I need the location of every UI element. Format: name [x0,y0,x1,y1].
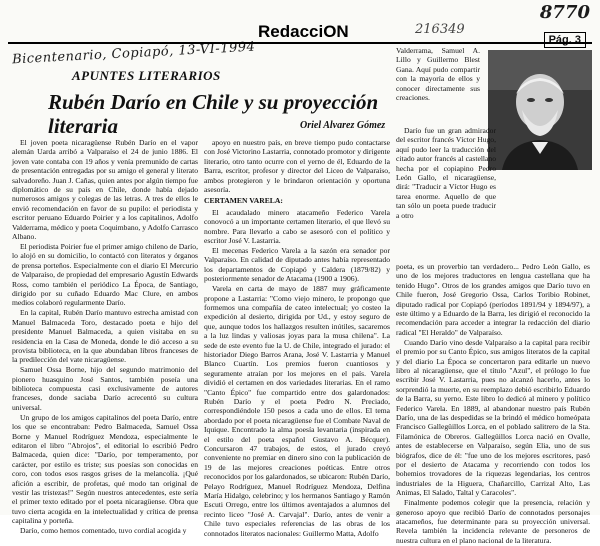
paragraph: Varela en carta de mayo de 1887 muy gráficamente propone a Lastarria: "Como viejo minero, le propongo que formemos una compañía de cateo intelectual; yo costeo la expedición al desierto, dirigida por Ud., y estoy seguro de que, aunque todos los hallazgos resulten inútiles, sacaremos a la luz lindas y valiosas joyas para la musa chilena". La sede de este evento fue la U. de Chile, integrado el jurado: el historiador Diego Barros Arana, José V. Lastarria y Manuel Blanco Cuartín. Los premios fueron cuantiosos y seguramente atraían por los mejores en el país. Varela dividió el certamen en dos variedades literarias. En el ramo "Canto Épico" fue compartido entre dos galardonados: Rubén Darío y el poeta Pedro N. Preciado, correspondiéndole 150 pesos a cada uno de ellos. El tema abordado por el poeta nicaragüense fue el Combate Naval de Iquique. Encontrado la alma poesía levantaria (inspirada en el estilo del poeta español Gustavo A. Bécquer). Concursaron 47 trabajos, de estos, el jurado creyó conveniente no premiar en dinero sino con la publicación de 19 de las mejores creaciones poéticas. Entre otros reconocidos por los galardonados, se ubicaron: Rubén Darío, Pelayo Rodríguez, Manuel Rodríguez Mendoza, Delfina María Hidalgo, celebrino; y los hermanos Santiago y Ramón Escuti Orrego, entre los últimos aventajados a alumnos del recinto liceo "José A. Carvajal". Darío, antes de venir a Chile tuvo especiales referencias de las obras de los connotados literatos nacionales: Guillermo Matta, Adolfo [204,284,390,538]
section-name: RedacciON [258,22,349,41]
article-column-1 [12,138,198,536]
article-kicker: APUNTES LITERARIOS [72,68,221,83]
subheading: CERTAMEN VARELA: [204,196,283,206]
paragraph: Cuando Darío vino desde Valparaíso a la capital para recibir el premio por su Canto Épico, sus amigos literatos de la capital y del diario La Época se concertaron para editarle un nuevo libro al nicaragüense, que el título "Azul", el prólogo lo fue escribir José V. Lastarria, pues no alcanzó hacerlo, antes lo sorprendió la muerte, en su reemplazo debió escribirlo Eduardo de la Barra, su yerno. Este libro lo dedicó al minero y político Federico Varela. En 1889, al abandonar nuestro país Rubén Darío, una de las despedidas se la brindó el médico homeópata Francisco Gallegüillos Lorca, en el poblado salitrero de la Sta. Filamónica de Obreros. Gallegüillos Lorca nació en Ovalle, antes de establecerse en Valparaíso, según Elia, uno de sus biógrafos, dice de él: "fue uno de los mejores escritores, pasó por el desierto de Atacama y recorriendo con todos los bohemios trovadores de la riquezas legendarias, los centros industriales de la Higuera, Chañarcillo, Carrizal Alto, Las Animas, El Salado, Taltal y Caracoles". [396,337,590,498]
paragraph: En la capital, Rubén Darío mantuvo estrecha amistad con Manuel Balmaceda Toro, destacado poeta e hijo del presidente Manuel Balmaceda, a quien visitaba en su residencia en la Casa de Moneda, donde le dió acceso a su provista biblioteca, en la que abundaban libros franceses de la predilección del vate nicaragüense. [12,308,198,365]
portrait-image [488,50,592,170]
paragraph: El periodista Poirier fue el primer amigo chileno de Darío, lo alojó en su domicilio, lo contactó con literatos y órganos de prensa porteños. Especialmente con el diario El Mercurio de Valparaíso, de propiedad del empresario Agustín Edwards Ross, como también el periódico La Época, de Santiago, dirigido por su cuñado Eduardo Mac Clure, en ambos medios colaboró regularmente Darío. [12,241,198,308]
paragraph: Darío fue un gran admirador del escritor francés Víctor Hugo, aquí pudo leer la traducción del citado autor francés al castellano hecha por el copiapino Pedro León Gallo, el nicaragüense, dirá: "Traducir a Víctor Hugo es tarea enorme. Aquello de que tan sólo un poeta puede traducir a otro [396,126,496,220]
article-column-3-top [396,46,480,103]
paragraph: Darío, como hemos comentado, tuvo cordial acogida y [20,526,187,536]
paragraph: apoyo en nuestro país, en breve tiempo pudo contactarse con José Victorino Lastarria, connotado promotor y dirigente literario, otro tanto ocurre con el yerno de él, Eduardo de la Barra, escritor, profesor y director del Liceo de Valparaíso, ambos protegieron y le brindaron orientación y oportuna asesoría. [204,138,390,195]
archive-number: 8770 [539,2,590,23]
article-column-2 [204,138,390,539]
article-column-3-middle [396,126,496,221]
paragraph: El mecenas Federico Varela a la sazón era senador por Valparaíso. En calidad de diputado antes había representado los departamentos de Copiapó y Caldera (1879/82) y posteriormente senador de Atacama (1900 a 1906). [204,245,390,284]
paragraph: El acaudalado minero atacameño Federico Varela conovocó a un importante certamen literario, el que llevó su nombre. Para llevarlo a cabo se asesoró con el político y escritor José V. Lastarria. [204,207,390,246]
paragraph: El joven poeta nicaragüense Rubén Darío en el vapor alemán Uarda arribó a Valparaíso el 24 de junio 1886. El joven vate contaba con 19 años y venía premunido de cartas de presentación entregadas por su amigo el general y literato salvadoreño. Juan J. Cañas, quien antes por algún tiempo fue diplomático de su país en Chile, donde había dejado numerosos amigos y colegas de las letras. A tres de ellos le envió recomendación en favor de su pupilo: el periodista y escritor peruano Eduardo Poirier y a los capitalinos, Adolfo Valderrama, médico y poeta Coquimbano, y Adolfo Carrasco Albano. [12,138,198,242]
paragraph: Samuel Ossa Borne, hijo del segundo matrimonio del pionero huasquino José Santos, también poseía una biblioteca compuesta casi exclusivamente de autores franceses, donde saciaba Darío acrecentó su cultura universal. [12,365,198,412]
archive-stamp-code: 216349 [415,22,465,37]
author-portrait-photo [488,50,592,170]
article-byline: Oriel Alvarez Gómez [300,120,386,131]
paragraph: poeta, es un proverbio tan verdadero... Pedro León Gallo, es uno de los mejores traductores en lengua castellana que ha tenido Hugo". Otros de los grandes amigos que Darío tuvo en Chile fueron, José Gregorio Ossa, Carlos Toribio Robinet, diputado radical por Copiapó (períodos 1891/94 y 1894/97), a este último y a Eduardo de la Barra, les dirigió el reconocido la recomendación para acceder a integrar la redacción del diario radical "El Heraldo" de Valparaíso. [396,262,590,337]
header-rule [8,42,592,44]
article-column-3-bottom [396,262,590,546]
paragraph: Valderrama, Samuel A. Lillo y Guillermo Blest Gana. Aquí pudo compartir con la mayoría de ellos y conocer directamente sus creaciones. [396,46,480,103]
article-headline: Rubén Darío en Chile y su proyección literaria [48,90,379,138]
handwritten-source-note: Bicentenario, Copiapó, 13-VI-1994 [11,39,256,68]
page-number: Pág. 3 [544,32,586,48]
paragraph: Un grupo de los amigos capitalinos del poeta Darío, entre los que se encontraban: Pedro Balmaceda, Samuel Ossa Borne y Manuel Rodríguez Mendoza, especialmente le editaron el libro "Abrojos", el editorial lo escribió Pedro Balmaceda, quien dice: "Darío, por temperamento, por carácter, por estilo es triste; sus poesías son conocidas en coro, con todos esos rasgos grises de la melancolía. ¡Qué afición a escribir, de profetas, qué modo tan original de vestir las tristezas!" Según nuestros antecedentes, este sería el primer texto editado por el poeta nicaragüense. Obra que tuvo cierta acogida en la intelectualidad y crítica de prensa capitalina y porteña. [12,412,198,526]
paragraph: Finalmente podemos colegir que la presencia, relación y generoso apoyo que recibió Darío de connotados personajes atacameños, fue determinante para su proyección universal. Revela también la incidencia relevante de personeros de nuestra cultura en el plano nacional de la literatura. [396,498,590,545]
